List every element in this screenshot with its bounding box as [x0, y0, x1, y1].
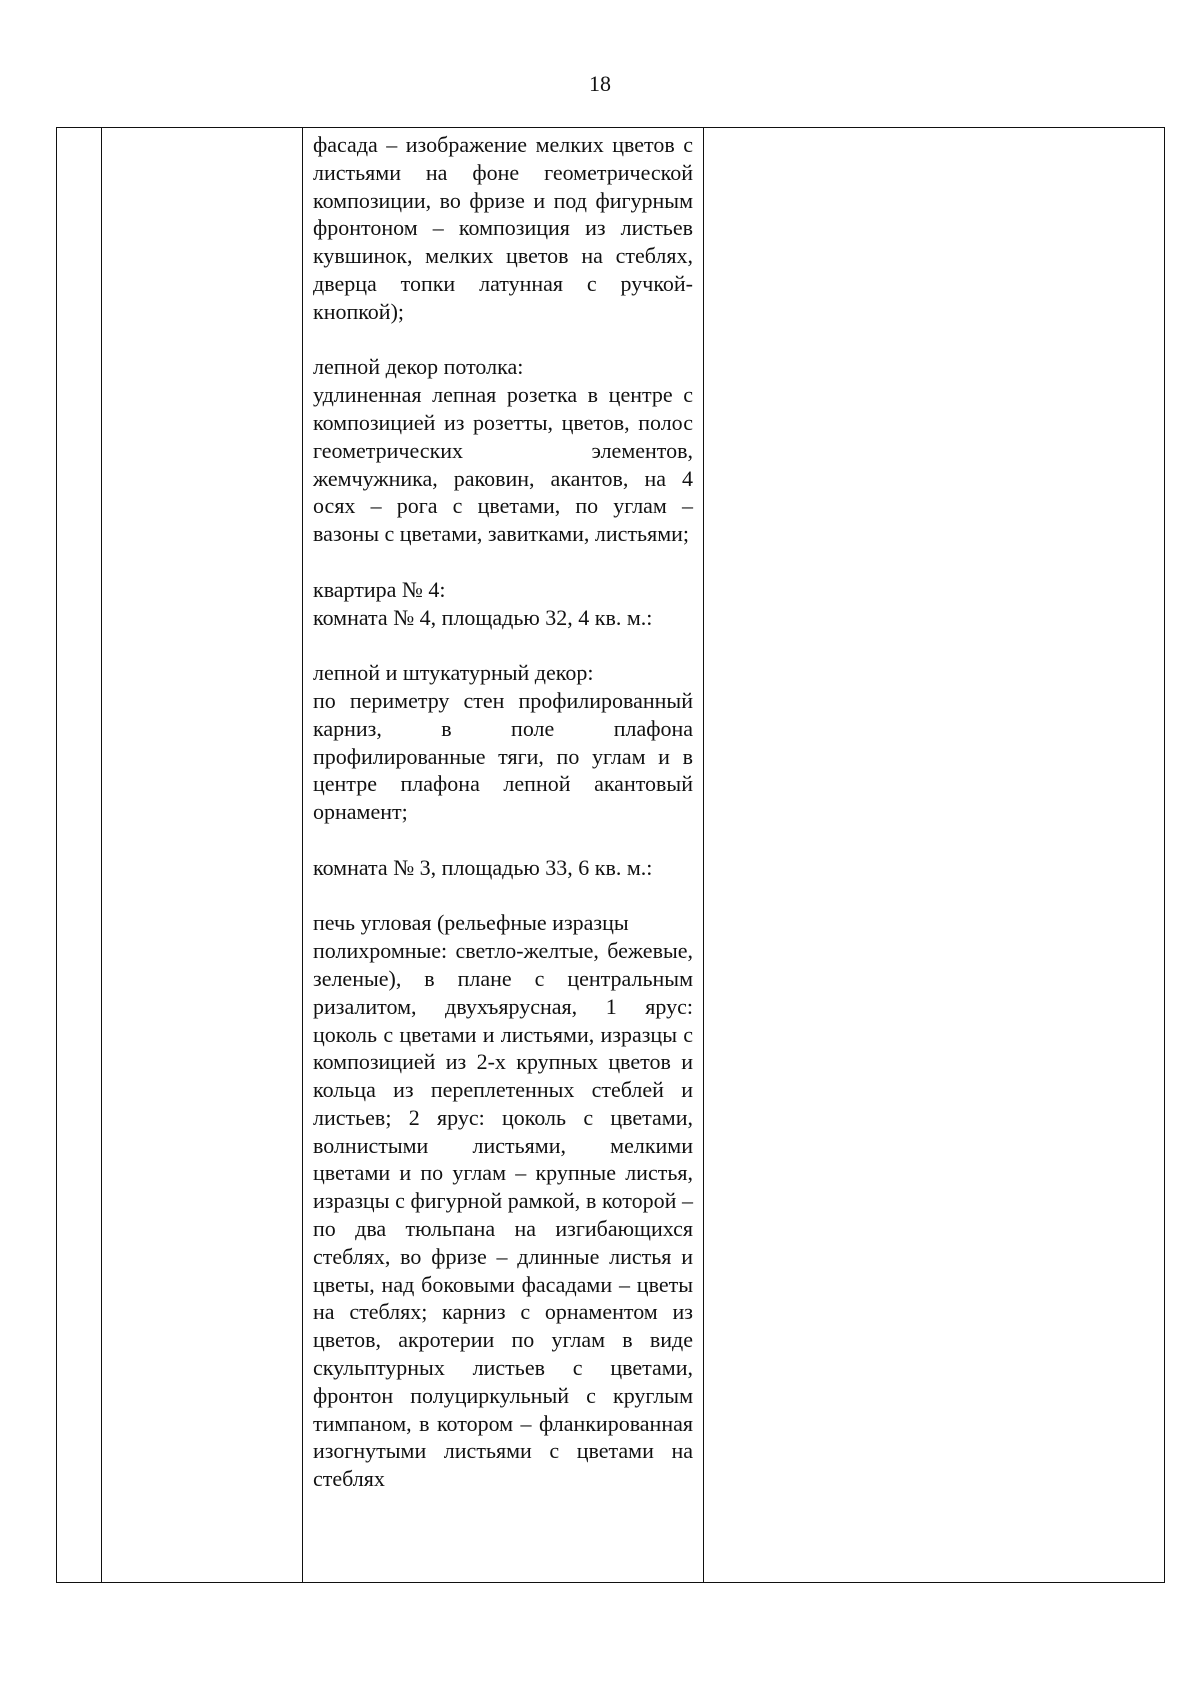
- stucco-heading: лепной и штукатурный декор:: [313, 660, 594, 686]
- stove-heading: печь угловая (рельефные изразцы: [313, 910, 629, 936]
- facade-paragraph: фасада – изображение мелких цветов с листьями на фоне геометрической композиции, во фризе и под фигурным фронтоном – композиция из листьев кувшинок, мелких цветов на стеблях, дверца топки латунная с ручкой-кнопкой);: [313, 132, 693, 324]
- name-cell: [102, 128, 303, 1583]
- stucco-paragraph: по периметру стен профилированный карниз, в поле плафона профилированные тяги, по углам и в центре плафона лепной акантовый орнамент;: [313, 687, 693, 825]
- page-number: 18: [589, 71, 611, 96]
- number-cell: [57, 128, 102, 1583]
- ceiling-paragraph: удлиненная лепная розетка в центре с композицией из розетты, цветов, полос геометрических элементов, жемчужника, раковин, акантов, на 4 осях – рога с цветами, по углам – вазоны с цветами, завитками, листьями;: [313, 382, 693, 547]
- stove-paragraph: полихромные: светло-желтые, бежевые, зеленые), в плане с центральным ризалитом, двухъярусная, 1 ярус: цоколь с цветами и листьями, изразцы с композицией из 2-х крупных цветов и кольца из переплетенных стеблей и листьев; 2 ярус: цоколь с цветами, волнистыми листьями, мелкими цветами и по углам – крупные листья, изразцы с фигурной рамкой, в которой – по два тюльпана на изгибающихся стеблях, во фризе – длинные листья и цветы, над боковыми фасадами – цветы на стеблях; карниз с орнаментом из цветов, акротерии по углам в виде скульптурных листьев с цветами, фронтон полуциркульный с круглым тимпаном, в котором – фланкированная изогнутыми листьями с цветами на стеблях: [313, 938, 693, 1492]
- ceiling-heading: лепной декор потолка:: [313, 354, 524, 380]
- table-row: [57, 128, 1165, 1583]
- notes-cell: [704, 128, 1165, 1583]
- room3-heading: комната № 3, площадью 33, 6 кв. м.:: [313, 854, 653, 880]
- object-description-table: [56, 127, 1165, 1583]
- apartment-heading: квартира № 4:: [313, 576, 446, 602]
- description-cell: [303, 128, 704, 1583]
- room4-heading: комната № 4, площадью 32, 4 кв. м.:: [313, 604, 653, 630]
- description-text: [303, 128, 703, 1493]
